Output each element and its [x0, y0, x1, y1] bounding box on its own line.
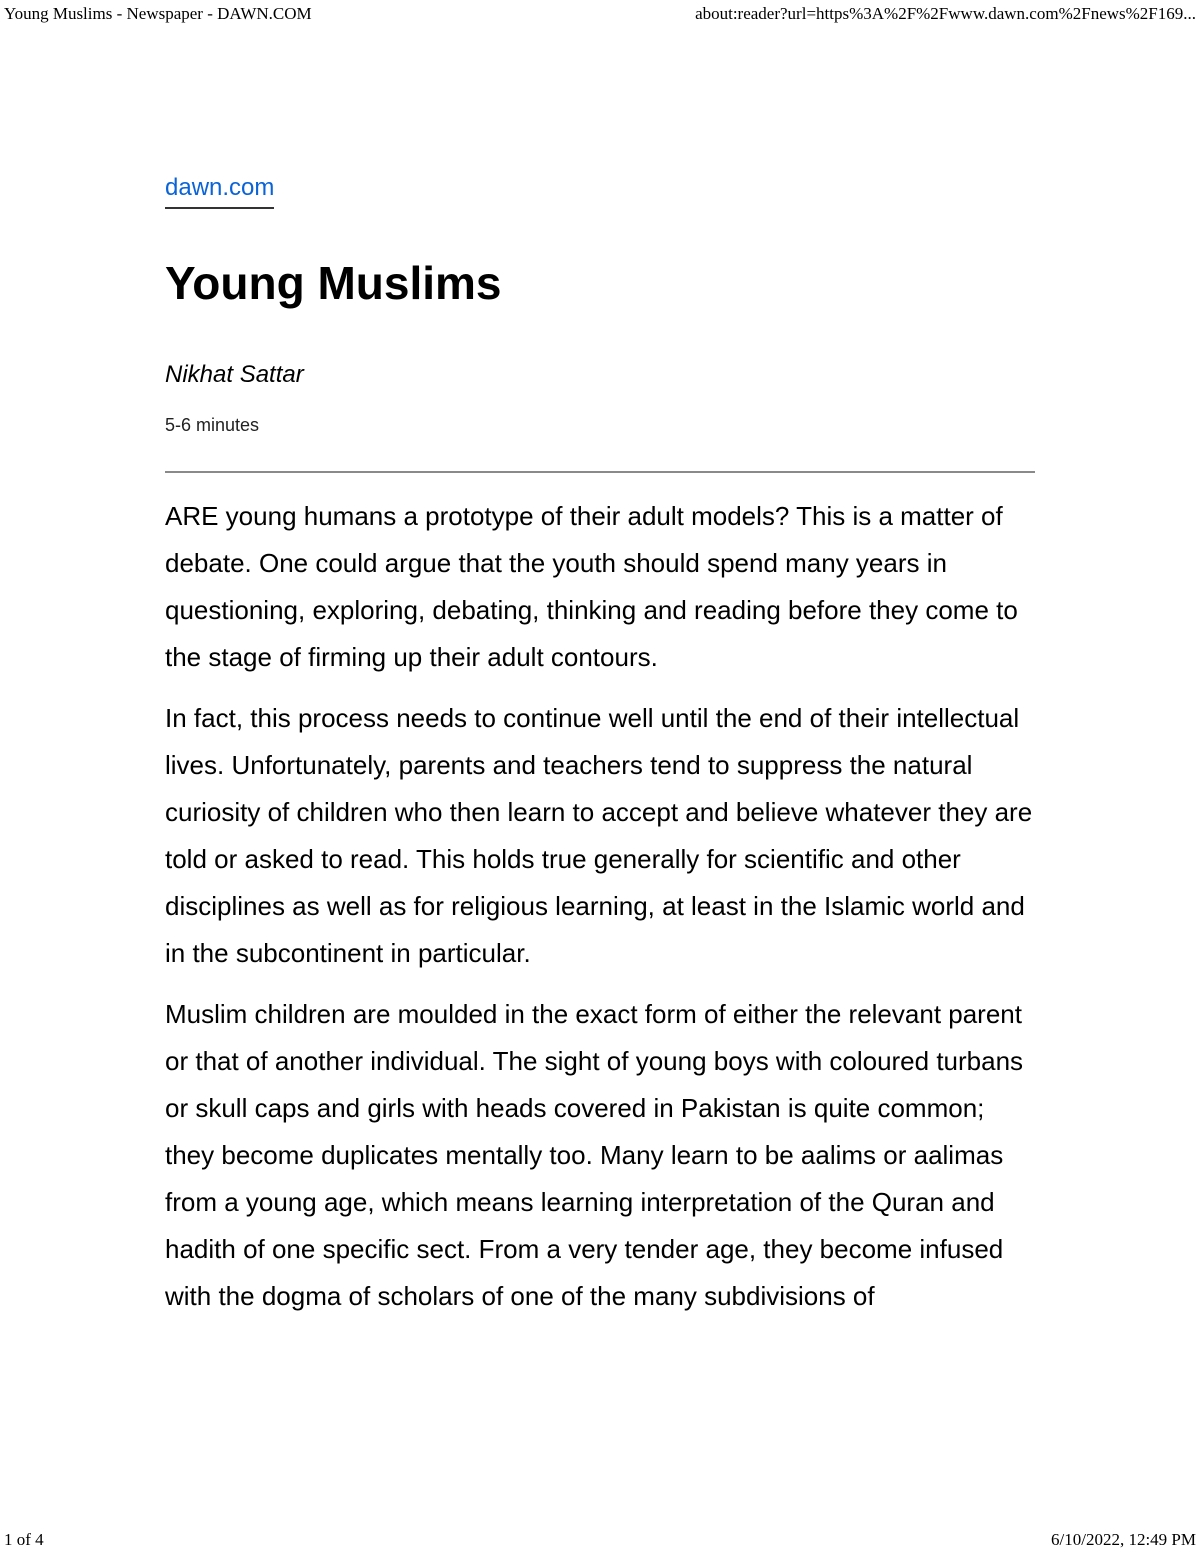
- article-content: [165, 493, 1035, 1320]
- print-header-url: about:reader?url=https%3A%2F%2Fwww.dawn.com%2Fnews%2F169...: [695, 4, 1196, 23]
- article-paragraph: Muslim children are moulded in the exact form of either the relevant parent or that of another individual. The sight of young boys with coloured turbans or skull caps and girls with heads covered in Pakistan is quite common; they become duplicates mentally too. Many learn to be aalims or aalimas from a young age, which means learning interpretation of the Quran and hadith of one specific sect. From a very tender age, they become infused with the dogma of scholars of one of the many subdivisions of: [165, 999, 1024, 1311]
- reading-time: 5-6 minutes: [165, 415, 260, 435]
- article-title: Young Muslims: [165, 257, 502, 309]
- reader-view: [165, 170, 1035, 1334]
- article-byline: Nikhat Sattar: [165, 361, 304, 388]
- article-paragraph: In fact, this process needs to continue well until the end of their intellectual lives. Unfortunately, parents and teachers tend to suppress the natural curiosity of children who then learn to accept and believe whatever they are told or asked to read. This holds true generally for scientific and other disciplines as well as for religious learning, at least in the Islamic world and in the subcontinent in particular.: [165, 703, 1033, 968]
- page-number: 1 of 4: [4, 1530, 44, 1549]
- print-header: [4, 3, 1196, 27]
- header-divider: [165, 471, 1035, 473]
- source-domain-link[interactable]: dawn.com: [165, 170, 274, 209]
- print-footer: [4, 1527, 1196, 1551]
- print-header-title: Young Muslims - Newspaper - DAWN.COM: [4, 4, 312, 23]
- article-paragraph: ARE young humans a prototype of their adult models? This is a matter of debate. One could argue that the youth should spend many years in questioning, exploring, debating, thinking and reading before they come to the stage of firming up their adult contours.: [165, 501, 1018, 672]
- print-timestamp: 6/10/2022, 12:49 PM: [1051, 1530, 1196, 1549]
